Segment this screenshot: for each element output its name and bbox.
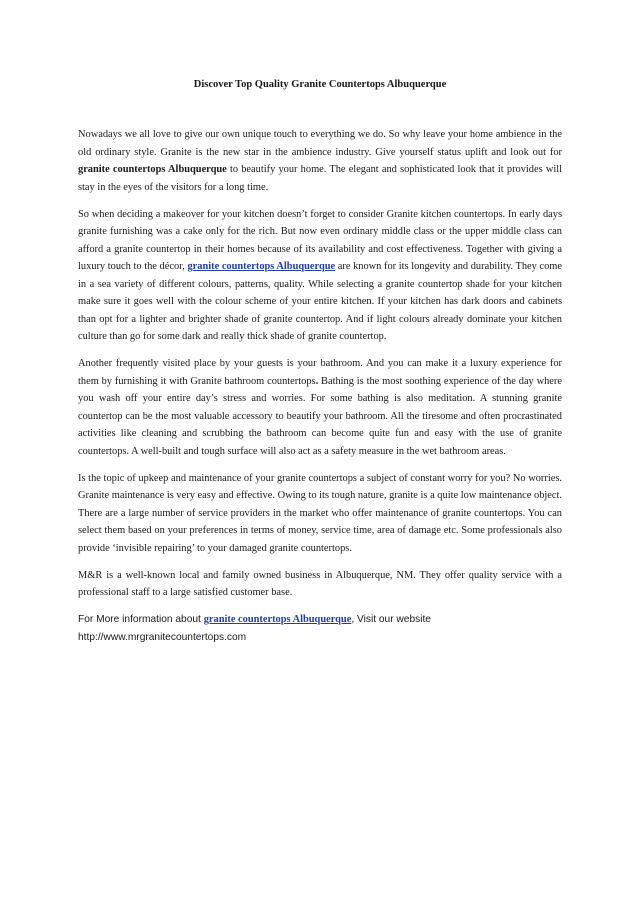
footer-granite-link[interactable]: granite countertops Albuquerque: [203, 614, 352, 625]
paragraph-kitchen-text-start: So when deciding a makeover for your kitchen doesn’t forget to consider Granite kitchen countertops. In early days granite furnishing was a cake only for the rich. But now even ordinary middle class or the upper middle class can afford a granite countertop in their homes because of its availability and cost effectiveness. Together with giving a luxury touch to the décor,: [78, 208, 562, 272]
paragraph-bathroom-text-end: Bathing is the most soothing experience of the day where you wash off your entire day’s stress and worries. For some bathing is also meditation. A stunning granite countertop can be the most valuable accessory to beautify your bathroom. All the tiresome and often procrastinated activities like cleaning and scrubbing the bathroom can become quite fun and easy with the use of granite countertops. A well-built and tough surface will also act as a safety measure in the wet bathroom areas.: [78, 375, 562, 457]
paragraph-bathroom: [78, 355, 562, 460]
footer-text-start: For More information about: [78, 614, 204, 625]
website-url[interactable]: http://www.mrgranitecountertops.com: [78, 631, 247, 643]
paragraph-kitchen: [78, 206, 562, 346]
granite-countertops-link[interactable]: granite countertops Albuquerque: [187, 261, 336, 272]
paragraph-maintenance: Is the topic of upkeep and maintenance of your granite countertops a subject of constant worry for you? No worries. Granite maintenance is very easy and effective. Owing to its tough nature, granite is a quite low maintenance object. There are a large number of service providers in the market who offer maintenance of granite countertops. You can select them based on your preferences in terms of money, service time, area of damage etc. Some professionals also provide ‘invisible repairing’ to your damaged granite countertops.: [78, 472, 562, 554]
paragraph-bathroom-bold-period: .: [315, 375, 319, 387]
paragraph-intro-bold-keyword: granite countertops Albuquerque: [78, 164, 227, 175]
footer-text-end: , Visit our website: [351, 614, 431, 625]
paragraph-intro: [78, 126, 562, 196]
document-title: Discover Top Quality Granite Countertops Albuquerque: [193, 79, 447, 90]
footer-info: [78, 611, 562, 629]
paragraph-intro-text-end: to beautify your home. The elegant and sophisticated look that it provides will stay in the eyes of the visitors for a long time.: [78, 164, 562, 193]
paragraph-bathroom-text-start: Another frequently visited place by your guests is your bathroom. And you can make it a luxury experience for them by furnishing it with Granite bathroom countertops: [78, 358, 562, 387]
paragraph-intro-text-start: Nowadays we all love to give our own unique touch to everything we do. So why leave your home ambience in the old ordinary style. Granite is the new star in the ambience industry. Give yourself status uplift and look out for: [78, 129, 562, 158]
paragraph-kitchen-text-end: are known for its longevity and durability. They come in a sea variety of different colours, patterns, quality. While selecting a granite countertop shade for your kitchen make sure it goes well with the colour scheme of your entire kitchen. If your kitchen has dark doors and cabinets than opt for a lighter and brighter shade of granite countertop. And if light colours already dominate your kitchen culture than go for some dark and really thick shade of granite countertop.: [78, 261, 562, 342]
document-body: [78, 126, 562, 646]
paragraph-company: M&R is a well-known local and family owned business in Albuquerque, NM. They offer quality service with a professional staff to a large satisfied customer base.: [78, 569, 562, 598]
